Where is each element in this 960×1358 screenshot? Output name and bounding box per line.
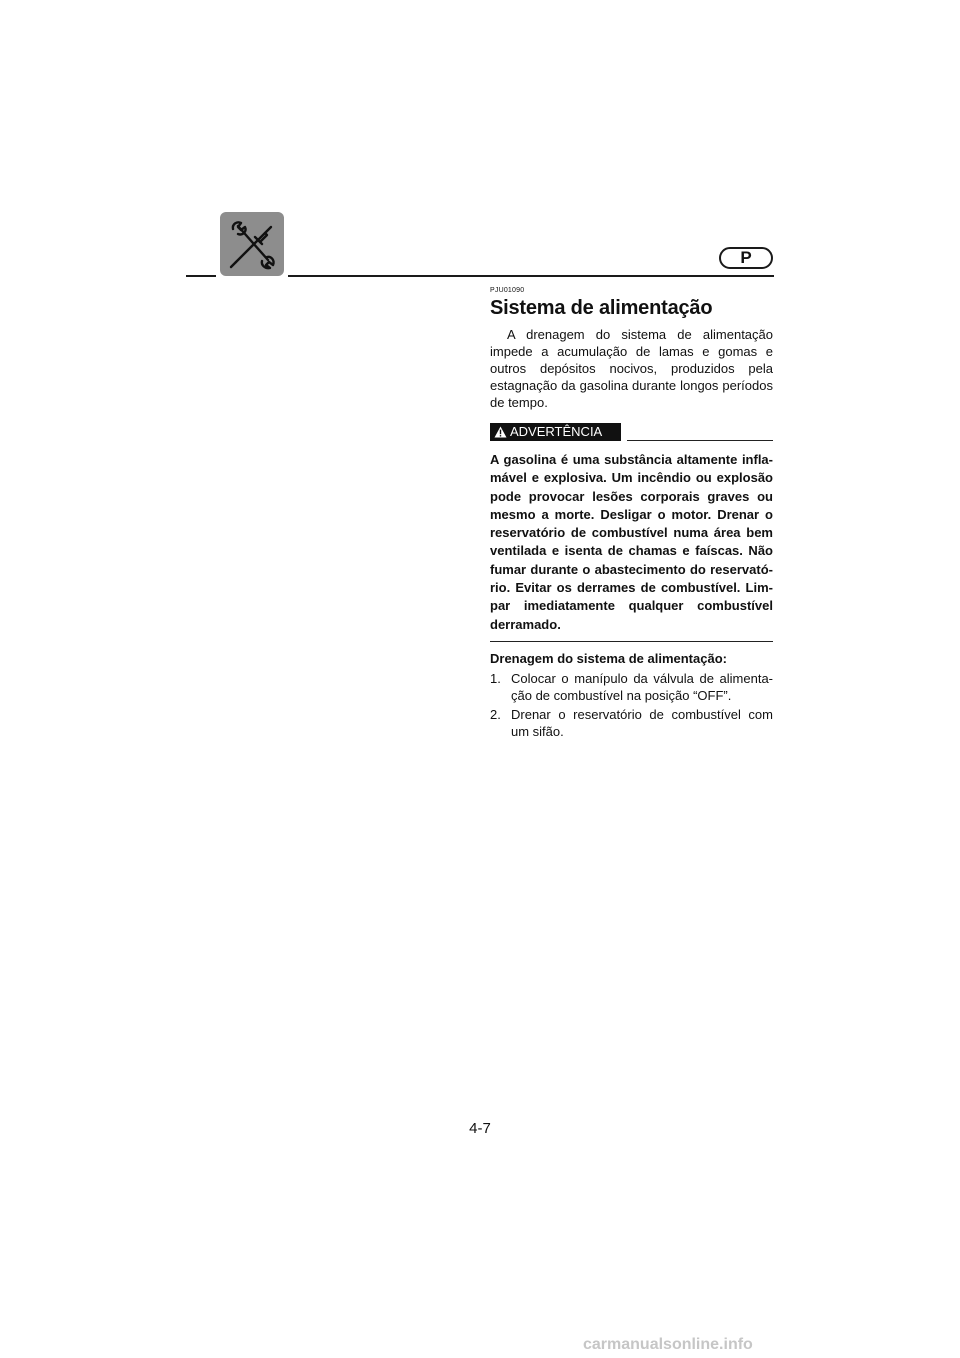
watermark: carmanualsonline.info	[583, 1336, 753, 1353]
header-rule-left	[186, 275, 216, 277]
warning-rule-bottom	[490, 641, 773, 642]
intro-paragraph: A drenagem do sistema de alimentação impede a acumulação de lamas e gomas e outros depósitos nocivos, produzidos pela estagnação da gasolina durante longos períodos de tempo.	[490, 327, 773, 410]
warning-triangle-icon	[494, 426, 507, 438]
step-text: Drenar o reservatório de combustível com um sifão.	[511, 706, 773, 739]
procedure-step	[490, 670, 773, 704]
warning-header	[490, 423, 773, 443]
wrench-screwdriver-icon	[220, 212, 284, 276]
step-number: 2.	[490, 706, 501, 722]
procedure-step	[490, 706, 773, 740]
section-code: PJU01090	[490, 287, 525, 294]
section-title: Sistema de alimentação	[490, 297, 713, 319]
page-number: 4-7	[469, 1120, 491, 1137]
step-text: Colocar o manípulo da válvula de alimenta-ção de combustível na posição “OFF”.	[511, 670, 773, 703]
warning-rule-top	[627, 440, 773, 441]
warning-label-box	[490, 423, 621, 441]
header-rule-right	[288, 275, 774, 277]
procedure-title: Drenagem do sistema de alimentação:	[490, 650, 727, 666]
language-badge: P	[719, 247, 773, 269]
procedure-steps	[490, 670, 773, 740]
main-content	[490, 287, 773, 742]
warning-text: A gasolina é uma substância altamente infla-mável e explosiva. Um incêndio ou explosão pode provocar lesões corporais graves ou mesmo a morte. Desligar o motor. Drenar o reservatório de combustível numa área bem ventilada e isenta de chamas e faíscas. Não fumar durante o abastecimento do reservató-rio. Evitar os derrames de combustível. Lim-par imediatamente qualquer combustível derramado.	[490, 452, 773, 632]
warning-label: ADVERTÊNCIA	[510, 424, 603, 439]
step-number: 1.	[490, 670, 501, 686]
